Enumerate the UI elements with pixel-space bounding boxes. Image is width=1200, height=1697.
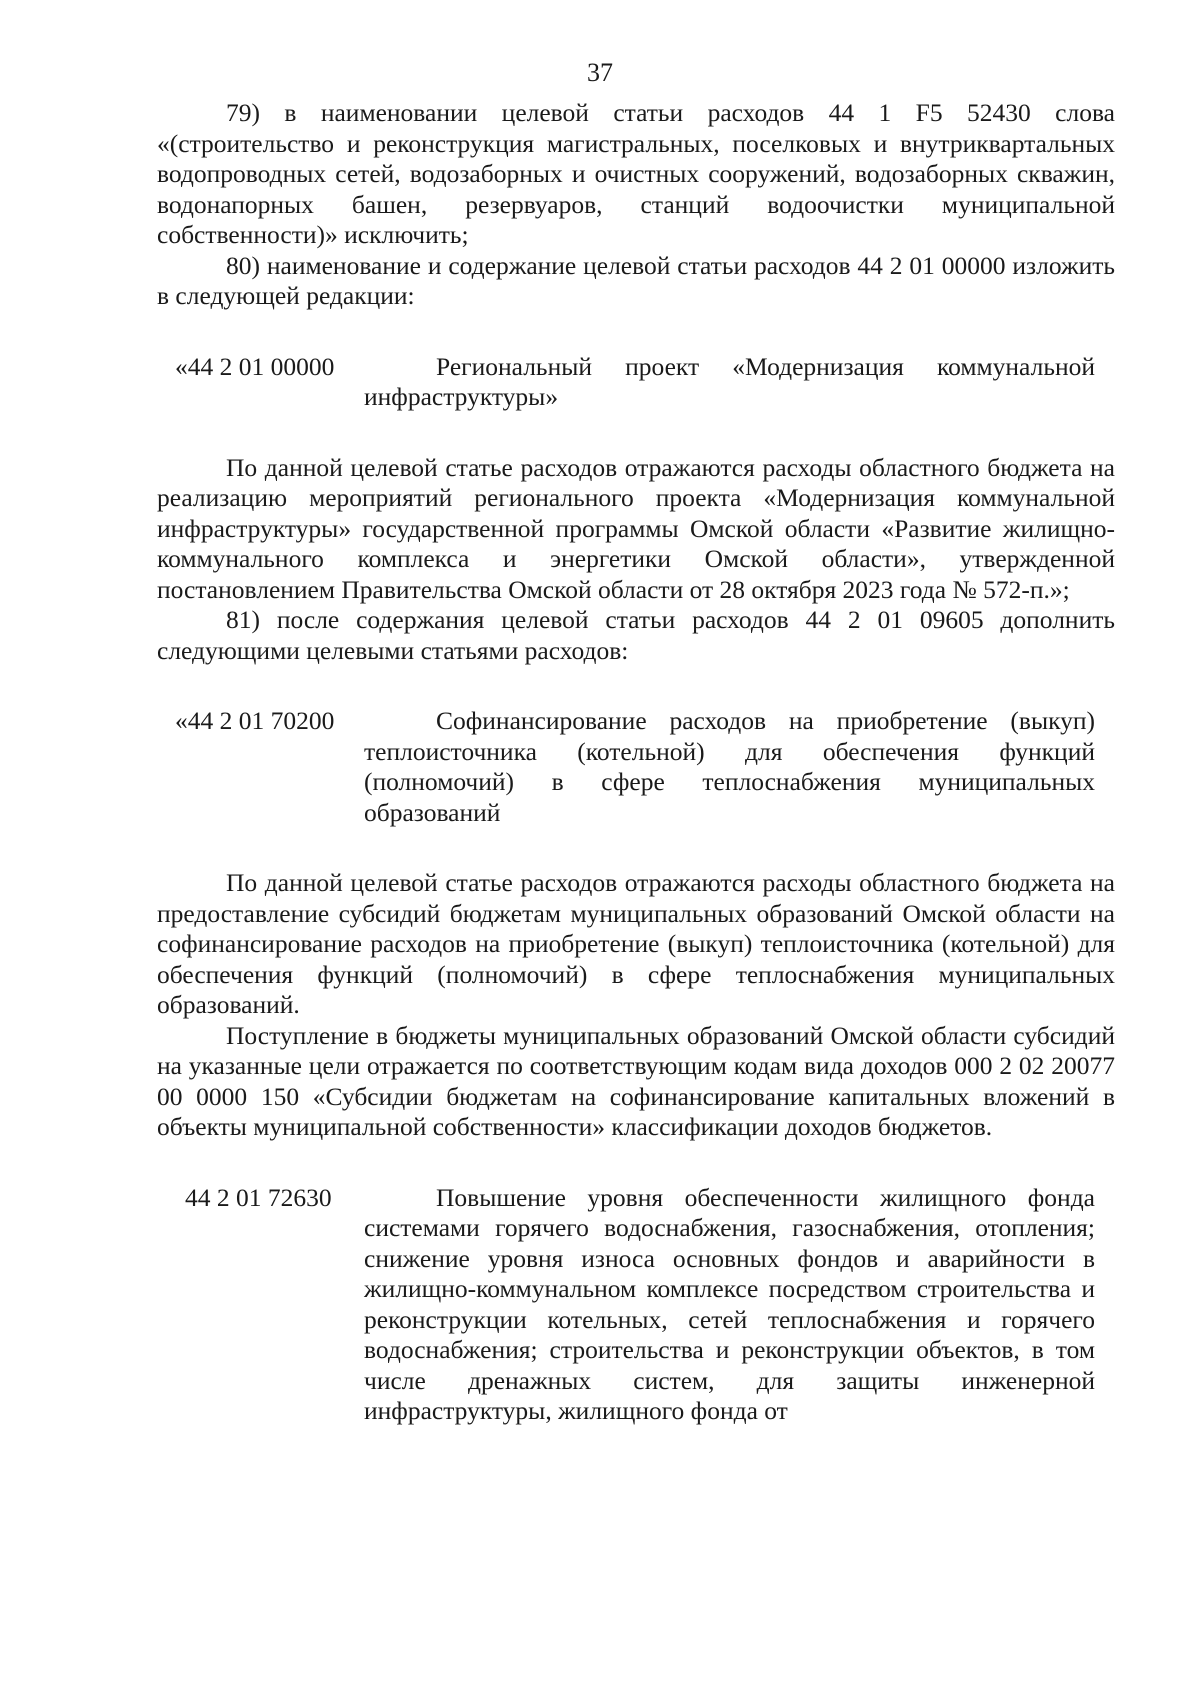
paragraph-81: 81) после содержания целевой статьи расходов 44 2 01 09605 дополнить следующими целевыми статьями расходов: <box>157 605 1115 665</box>
entry-code: 44 2 01 72630 <box>185 1182 332 1212</box>
document-body <box>157 98 1115 1427</box>
paragraph-80: 80) наименование и содержание целевой статьи расходов 44 2 01 00000 изложить в следующей редакции: <box>157 250 1115 310</box>
entry-description: По данной целевой статье расходов отражаются расходы областного бюджета на предоставление субсидий бюджетам муниципальных образований Омской области на софинансирование расходов на приобретение (выкуп) теплоисточника (котельной) для обеспечения функций (полномочий) в сфере теплоснабжения муниципальных образований. <box>157 868 1115 1019</box>
entry-title: Повышение уровня обеспеченности жилищного фонда системами горячего водоснабжения, газоснабжения, отопления; снижение уровня износа основных фондов и аварийности в жилищно-коммунальном комплексе посредством строительства и реконструкции котельных, сетей теплоснабжения и горячего водоснабжения; строительства и реконструкции объектов, в том числе дренажных систем, для защиты инженерной инфраструктуры, жилищного фонда от <box>364 1182 1095 1425</box>
budget-entry-44-2-01-00000 <box>157 352 1115 413</box>
budget-entry-44-2-01-72630 <box>157 1183 1115 1427</box>
entry-code: «44 2 01 70200 <box>175 706 335 735</box>
budget-entry-44-2-01-70200 <box>157 706 1115 828</box>
page-number: 37 <box>587 58 613 87</box>
entry-description: По данной целевой статье расходов отражаются расходы областного бюджета на реализацию мероприятий регионального проекта «Модернизация коммунальной инфраструктуры» государственной программы Омской области «Развитие жилищно-коммунального комплекса и энергетики Омской области», утвержденной постановлением Правительства Омской области от 28 октября 2023 года № 572-п.»; <box>157 452 1115 604</box>
entry-description-income: Поступление в бюджеты муниципальных образований Омской области субсидий на указанные цели отражается по соответствующим кодам вида доходов 000 2 02 20077 00 0000 150 «Субсидии бюджетам на софинансирование капитальных вложений в объекты муниципальной собственности» классификации доходов бюджетов. <box>157 1020 1115 1141</box>
entry-title: Софинансирование расходов на приобретение (выкуп) теплоисточника (котельной) для обеспечения функций (полномочий) в сфере теплоснабжения муниципальных образований <box>364 706 1095 827</box>
paragraph-79: 79) в наименовании целевой статьи расходов 44 1 F5 52430 слова «(строительство и реконструкция магистральных, поселковых и внутриквартальных водопроводных сетей, водозаборных и очистных сооружений, водозаборных скважин, водонапорных башен, резервуаров, станций водоочистки муниципальной собственности)» исключить; <box>157 98 1115 249</box>
entry-title: Региональный проект «Модернизация коммунальной инфраструктуры» <box>364 351 1095 411</box>
entry-code: «44 2 01 00000 <box>175 351 335 381</box>
